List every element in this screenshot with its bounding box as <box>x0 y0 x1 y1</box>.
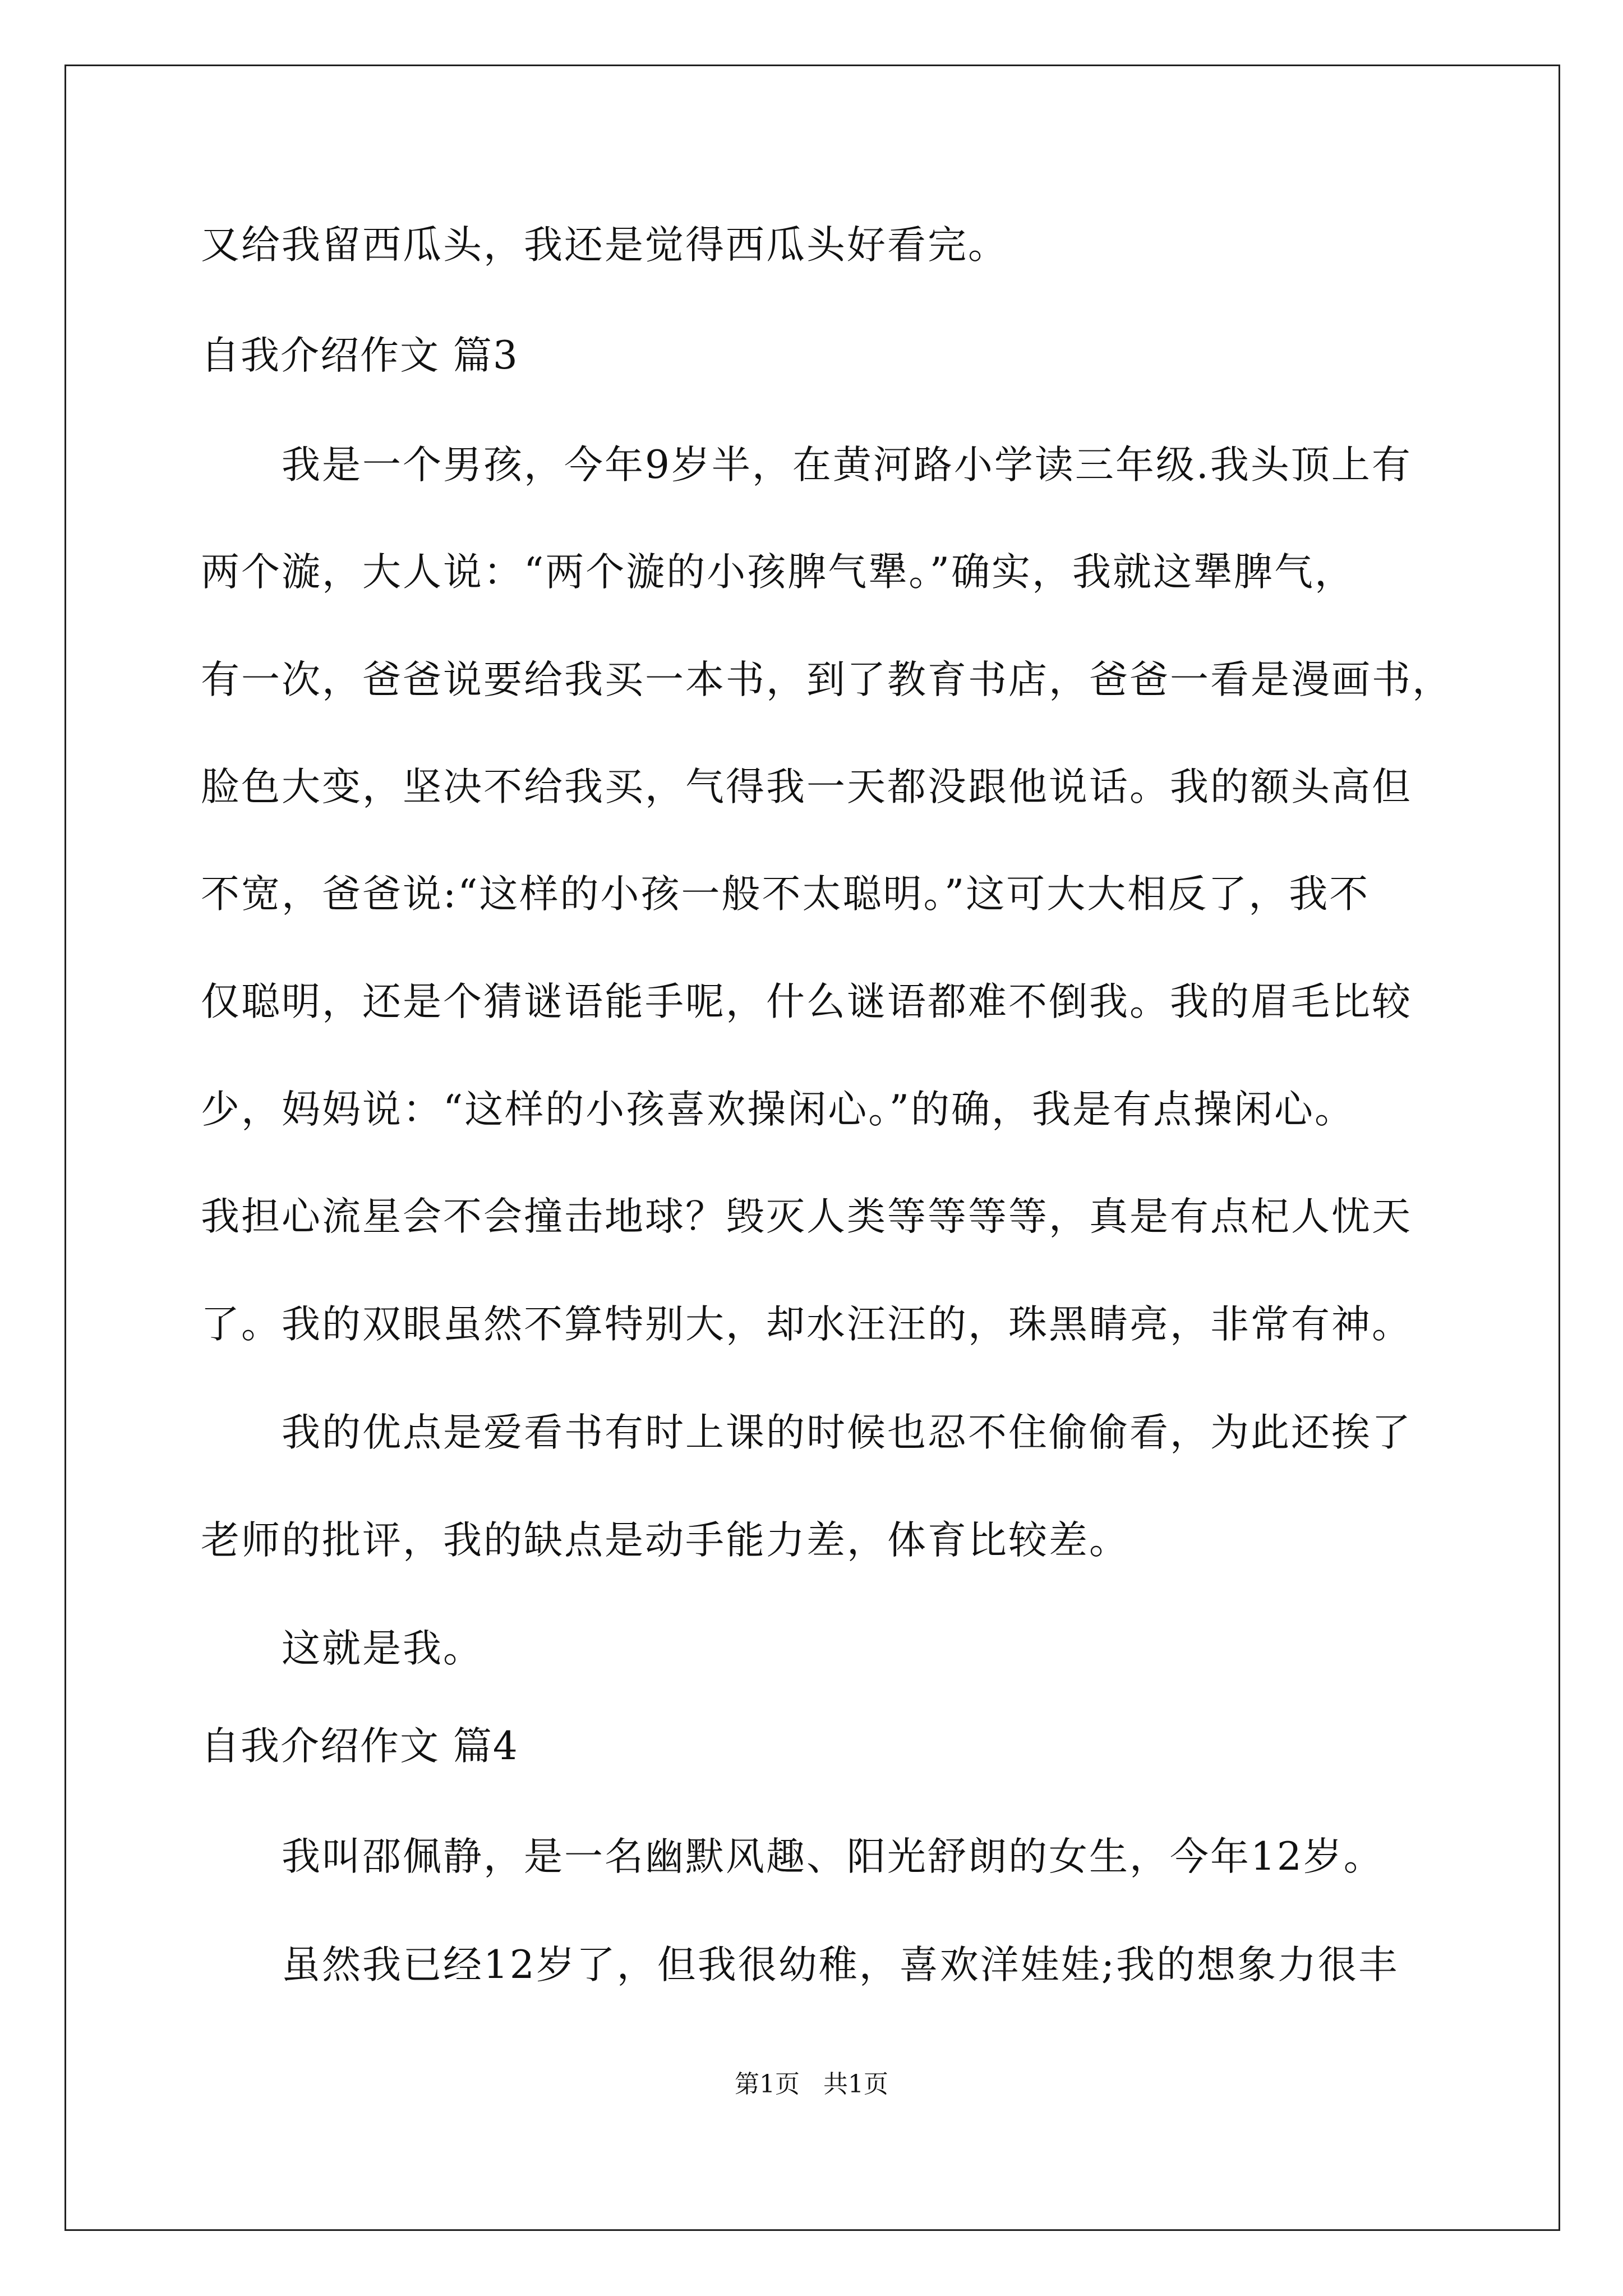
paragraph-line: 有一次，爸爸说要给我买一本书，到了教育书店，爸爸一看是漫画书， <box>201 657 1453 702</box>
paragraph-line: 虽然我已经12岁了，但我很幼稚，喜欢洋娃娃;我的想象力很丰 <box>282 1943 1399 1987</box>
paragraph-line: 我的优点是爱看书有时上课的时候也忍不住偷偷看，为此还挨了 <box>282 1410 1412 1455</box>
section-heading: 自我介绍作文 篇3 <box>201 333 519 378</box>
paragraph-line: 这就是我。 <box>282 1626 483 1671</box>
section-heading: 自我介绍作文 篇4 <box>201 1724 519 1769</box>
paragraph-line: 我是一个男孩，今年9岁半，在黄河路小学读三年级.我头顶上有 <box>282 443 1412 487</box>
paragraph-line: 少，妈妈说：“这样的小孩喜欢操闲心。”的确，我是有点操闲心。 <box>201 1087 1355 1132</box>
page-number-footer: 第1页 共1页 <box>735 2070 888 2099</box>
paragraph-line: 我担心流星会不会撞击地球？毁灭人类等等等等，真是有点杞人忧天 <box>201 1194 1412 1239</box>
paragraph-line: 了。我的双眼虽然不算特别大，却水汪汪的，珠黑睛亮，非常有神。 <box>201 1302 1412 1347</box>
page-border <box>64 65 1560 2231</box>
paragraph-line: 两个漩，大人说：“两个漩的小孩脾气犟。”确实，我就这犟脾气， <box>201 550 1355 595</box>
paragraph-line: 老师的批评，我的缺点是动手能力差，体育比较差。 <box>201 1518 1129 1563</box>
paragraph-line: 仅聪明，还是个猜谜语能手呢，什么谜语都难不倒我。我的眉毛比较 <box>201 979 1412 1024</box>
paragraph-line: 又给我留西瓜头，我还是觉得西瓜头好看完。 <box>201 223 1008 268</box>
paragraph-line: 不宽，爸爸说:“这样的小孩一般不太聪明。”这可大大相反了，我不 <box>201 872 1370 917</box>
paragraph-line: 我叫邵佩静，是一名幽默风趣、阳光舒朗的女生，今年12岁。 <box>282 1834 1384 1879</box>
paragraph-line: 脸色大变，坚决不给我买，气得我一天都没跟他说话。我的额头高但 <box>201 765 1412 809</box>
